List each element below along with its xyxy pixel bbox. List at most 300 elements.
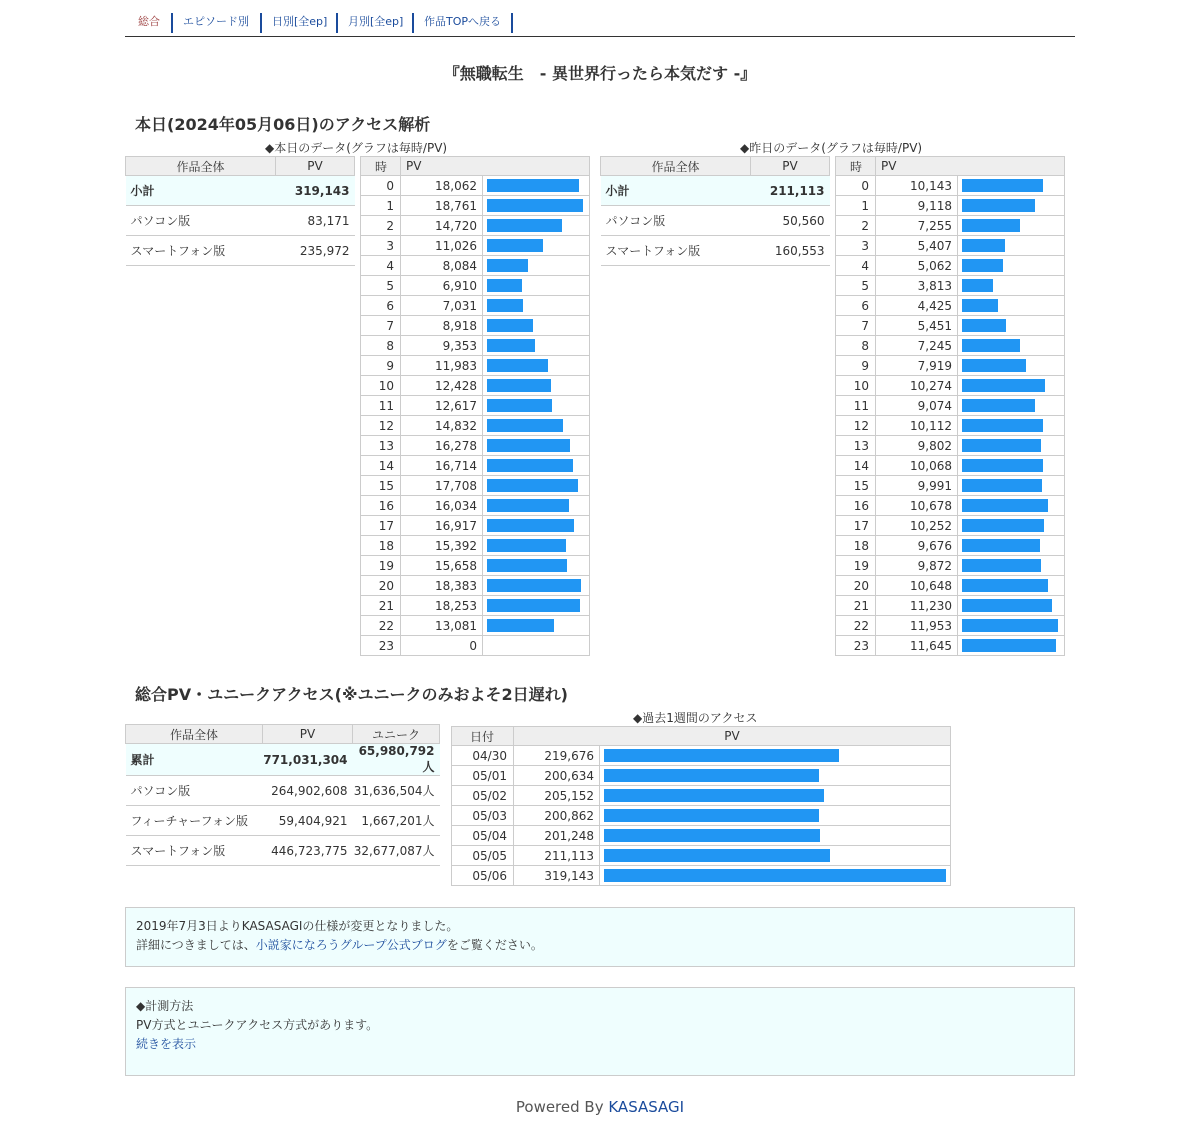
hour-cell: 23 — [361, 636, 401, 656]
bar-cell — [483, 256, 590, 276]
hour-cell: 7 — [361, 316, 401, 336]
hourly-row — [836, 496, 1065, 516]
week-row — [452, 786, 951, 806]
pv-bar — [962, 519, 1044, 532]
pv-cell: 219,676 — [514, 746, 600, 766]
hourly-row — [836, 616, 1065, 636]
hour-cell: 12 — [836, 416, 876, 436]
row-pv: 264,902,608 — [263, 776, 353, 806]
hourly-row — [361, 636, 590, 656]
hour-cell: 15 — [361, 476, 401, 496]
bar-cell — [483, 376, 590, 396]
pv-cell: 18,253 — [401, 596, 483, 616]
pv-cell: 9,074 — [876, 396, 958, 416]
bar-cell — [958, 456, 1065, 476]
summary-header-label: 作品全体 — [601, 157, 751, 176]
pv-cell: 10,274 — [876, 376, 958, 396]
pv-cell: 10,648 — [876, 576, 958, 596]
row-label: パソコン版 — [126, 776, 263, 806]
total-heading: 総合PV・ユニークアクセス(※ユニークのみおよそ2日遅れ) — [135, 685, 568, 704]
pv-bar — [962, 319, 1006, 332]
pv-bar — [487, 379, 551, 392]
row-label: 累計 — [126, 744, 263, 776]
pv-cell: 11,983 — [401, 356, 483, 376]
hourly-row — [361, 596, 590, 616]
bar-cell — [483, 236, 590, 256]
bar-cell — [958, 356, 1065, 376]
pv-cell: 10,112 — [876, 416, 958, 436]
hourly-row — [361, 176, 590, 196]
hourly-row — [361, 516, 590, 536]
nav-episode-link[interactable]: エピソード別 — [171, 13, 249, 33]
pv-cell: 6,910 — [401, 276, 483, 296]
pv-cell: 15,658 — [401, 556, 483, 576]
pv-cell: 18,761 — [401, 196, 483, 216]
row-pv: 446,723,775 — [263, 836, 353, 866]
hour-cell: 17 — [836, 516, 876, 536]
pv-bar — [962, 459, 1043, 472]
yesterday-summary-table — [600, 156, 830, 266]
pv-bar — [487, 339, 535, 352]
nav-bar — [125, 10, 1075, 37]
pv-cell: 13,081 — [401, 616, 483, 636]
hourly-row — [836, 276, 1065, 296]
bar-cell — [483, 436, 590, 456]
pv-bar — [487, 559, 567, 572]
hour-cell: 22 — [836, 616, 876, 636]
hour-cell: 2 — [361, 216, 401, 236]
date-cell: 05/01 — [452, 766, 514, 786]
hourly-row — [836, 176, 1065, 196]
hourly-row — [361, 456, 590, 476]
row-value: 50,560 — [751, 206, 830, 236]
bar-cell — [483, 636, 590, 656]
pv-cell: 201,248 — [514, 826, 600, 846]
hourly-row — [361, 216, 590, 236]
hourly-header-pv: PV — [876, 157, 1065, 176]
bar-cell — [483, 556, 590, 576]
pv-bar — [487, 199, 583, 212]
pv-cell: 10,068 — [876, 456, 958, 476]
bar-cell — [958, 516, 1065, 536]
total-table — [125, 724, 440, 866]
hourly-row — [836, 556, 1065, 576]
method-title: ◆計測方法 — [136, 999, 194, 1013]
hour-cell: 14 — [836, 456, 876, 476]
date-cell: 05/04 — [452, 826, 514, 846]
total-header-unique: ユニーク — [353, 725, 440, 744]
hour-cell: 23 — [836, 636, 876, 656]
pv-bar — [604, 869, 946, 882]
pv-bar — [487, 319, 533, 332]
hourly-row — [836, 396, 1065, 416]
bar-cell — [483, 396, 590, 416]
bar-cell — [483, 496, 590, 516]
date-cell: 05/03 — [452, 806, 514, 826]
pv-cell: 5,451 — [876, 316, 958, 336]
blog-link[interactable]: 小説家になろうグループ公式ブログ — [255, 938, 447, 952]
pv-bar — [487, 479, 578, 492]
pv-cell: 7,255 — [876, 216, 958, 236]
table-row — [601, 176, 830, 206]
hourly-row — [361, 616, 590, 636]
hourly-row — [361, 436, 590, 456]
bar-cell — [958, 436, 1065, 456]
bar-cell — [958, 296, 1065, 316]
pv-cell: 7,031 — [401, 296, 483, 316]
bar-cell — [483, 516, 590, 536]
bar-cell — [958, 596, 1065, 616]
row-pv: 59,404,921 — [263, 806, 353, 836]
bar-cell — [958, 316, 1065, 336]
pv-cell: 11,230 — [876, 596, 958, 616]
today-hourly-table — [360, 156, 590, 656]
row-unique: 31,636,504人 — [353, 776, 440, 806]
pv-cell: 9,872 — [876, 556, 958, 576]
pv-bar — [487, 219, 562, 232]
pv-bar — [962, 579, 1048, 592]
bar-cell — [958, 636, 1065, 656]
bar-cell — [600, 746, 951, 766]
pv-bar — [962, 539, 1040, 552]
bar-cell — [958, 616, 1065, 636]
pv-cell: 10,143 — [876, 176, 958, 196]
pv-cell: 9,991 — [876, 476, 958, 496]
table-row — [126, 744, 440, 776]
row-label: フィーチャーフォン版 — [126, 806, 263, 836]
week-table — [451, 726, 951, 886]
notice-text: をご覧ください。 — [446, 938, 543, 952]
row-label: スマートフォン版 — [126, 836, 263, 866]
hour-cell: 1 — [836, 196, 876, 216]
pv-bar — [962, 559, 1041, 572]
hourly-row — [836, 256, 1065, 276]
row-label: スマートフォン版 — [126, 236, 276, 266]
table-row — [126, 236, 355, 266]
week-row — [452, 806, 951, 826]
pv-bar — [962, 199, 1035, 212]
hour-cell: 22 — [361, 616, 401, 636]
hour-cell: 13 — [361, 436, 401, 456]
pv-cell: 0 — [401, 636, 483, 656]
bar-cell — [483, 276, 590, 296]
bar-cell — [483, 416, 590, 436]
hourly-row — [836, 516, 1065, 536]
hourly-row — [361, 196, 590, 216]
notice-line2 — [136, 936, 1064, 955]
hour-cell: 5 — [836, 276, 876, 296]
hour-cell: 1 — [361, 196, 401, 216]
pv-cell: 5,062 — [876, 256, 958, 276]
week-row — [452, 866, 951, 886]
bar-cell — [600, 786, 951, 806]
pv-cell: 9,353 — [401, 336, 483, 356]
hour-cell: 13 — [836, 436, 876, 456]
bar-cell — [600, 806, 951, 826]
hourly-row — [361, 396, 590, 416]
hour-cell: 4 — [361, 256, 401, 276]
pv-bar — [962, 439, 1041, 452]
yesterday-caption: ◆昨日のデータ(グラフは毎時/PV) — [740, 141, 923, 155]
pv-cell: 7,919 — [876, 356, 958, 376]
hourly-row — [836, 416, 1065, 436]
nav-summary-link[interactable]: 総合 — [138, 15, 160, 28]
pv-bar — [604, 749, 839, 762]
pv-bar — [962, 299, 998, 312]
bar-cell — [600, 866, 951, 886]
bar-cell — [483, 456, 590, 476]
pv-cell: 11,645 — [876, 636, 958, 656]
hour-cell: 15 — [836, 476, 876, 496]
hourly-header-pv: PV — [401, 157, 590, 176]
pv-cell: 16,714 — [401, 456, 483, 476]
pv-bar — [487, 299, 523, 312]
pv-bar — [487, 499, 569, 512]
hourly-row — [836, 476, 1065, 496]
hourly-row — [836, 376, 1065, 396]
hourly-row — [836, 336, 1065, 356]
pv-cell: 4,425 — [876, 296, 958, 316]
total-header-label: 作品全体 — [126, 725, 263, 744]
hour-cell: 17 — [361, 516, 401, 536]
pv-cell: 8,918 — [401, 316, 483, 336]
row-unique: 32,677,087人 — [353, 836, 440, 866]
hourly-row — [836, 316, 1065, 336]
pv-bar — [487, 459, 573, 472]
row-value: 83,171 — [276, 206, 355, 236]
pv-cell: 18,062 — [401, 176, 483, 196]
bar-cell — [483, 576, 590, 596]
pv-bar — [604, 829, 820, 842]
pv-bar — [487, 539, 566, 552]
pv-bar — [962, 639, 1056, 652]
bar-cell — [483, 476, 590, 496]
week-header-pv: PV — [514, 727, 951, 746]
pv-bar — [962, 419, 1043, 432]
hour-cell: 5 — [361, 276, 401, 296]
pv-cell: 16,034 — [401, 496, 483, 516]
pv-bar — [487, 599, 580, 612]
notice-line1: 2019年7月3日よりKASASAGIの仕様が変更となりました。 — [136, 919, 459, 933]
nav-divider — [511, 13, 513, 33]
hourly-row — [836, 436, 1065, 456]
pv-bar — [487, 419, 563, 432]
bar-cell — [600, 766, 951, 786]
pv-bar — [962, 399, 1035, 412]
bar-cell — [483, 316, 590, 336]
bar-cell — [483, 616, 590, 636]
hourly-header-hour: 時 — [361, 157, 401, 176]
table-row — [126, 776, 440, 806]
hour-cell: 20 — [836, 576, 876, 596]
hour-cell: 14 — [361, 456, 401, 476]
summary-header-label: 作品全体 — [126, 157, 276, 176]
hour-cell: 21 — [836, 596, 876, 616]
pv-bar — [962, 619, 1058, 632]
today-heading: 本日(2024年05月06日)のアクセス解析 — [135, 115, 431, 134]
summary-header-pv: PV — [751, 157, 830, 176]
hourly-row — [361, 476, 590, 496]
table-row — [126, 206, 355, 236]
method-box — [125, 987, 1075, 1076]
hourly-row — [836, 536, 1065, 556]
hourly-row — [361, 336, 590, 356]
week-row — [452, 846, 951, 866]
bar-cell — [958, 556, 1065, 576]
row-value: 211,113 — [751, 176, 830, 206]
kasasagi-link[interactable]: KASASAGI — [608, 1098, 685, 1116]
row-unique: 1,667,201人 — [353, 806, 440, 836]
bar-cell — [483, 536, 590, 556]
hour-cell: 6 — [836, 296, 876, 316]
pv-cell: 211,113 — [514, 846, 600, 866]
pv-bar — [962, 239, 1005, 252]
pv-bar — [962, 499, 1048, 512]
pv-cell: 9,118 — [876, 196, 958, 216]
pv-cell: 200,634 — [514, 766, 600, 786]
hourly-row — [361, 536, 590, 556]
pv-bar — [487, 399, 552, 412]
date-cell: 05/05 — [452, 846, 514, 866]
hour-cell: 12 — [361, 416, 401, 436]
hour-cell: 18 — [836, 536, 876, 556]
date-cell: 05/02 — [452, 786, 514, 806]
hour-cell: 11 — [836, 396, 876, 416]
bar-cell — [483, 596, 590, 616]
row-label: 小計 — [126, 176, 276, 206]
summary-header-pv: PV — [276, 157, 355, 176]
hour-cell: 0 — [836, 176, 876, 196]
date-cell: 04/30 — [452, 746, 514, 766]
hourly-row — [836, 456, 1065, 476]
pv-bar — [487, 179, 579, 192]
bar-cell — [958, 336, 1065, 356]
week-header-date: 日付 — [452, 727, 514, 746]
hour-cell: 4 — [836, 256, 876, 276]
pv-bar — [487, 279, 522, 292]
pv-cell: 200,862 — [514, 806, 600, 826]
hour-cell: 16 — [361, 496, 401, 516]
hourly-row — [361, 416, 590, 436]
pv-bar — [487, 619, 554, 632]
hourly-row — [361, 556, 590, 576]
hour-cell: 0 — [361, 176, 401, 196]
hour-cell: 8 — [361, 336, 401, 356]
row-label: スマートフォン版 — [601, 236, 751, 266]
hourly-header-hour: 時 — [836, 157, 876, 176]
row-label: 小計 — [601, 176, 751, 206]
pv-bar — [487, 359, 548, 372]
date-cell: 05/06 — [452, 866, 514, 886]
method-text: PV方式とユニークアクセス方式があります。 — [136, 1018, 379, 1032]
week-caption: ◆過去1週間のアクセス — [633, 711, 758, 725]
pv-cell: 9,802 — [876, 436, 958, 456]
bar-cell — [958, 376, 1065, 396]
hourly-row — [361, 276, 590, 296]
notice-box — [125, 907, 1075, 967]
pv-cell: 16,917 — [401, 516, 483, 536]
pv-bar — [604, 849, 830, 862]
bar-cell — [958, 216, 1065, 236]
hour-cell: 21 — [361, 596, 401, 616]
hour-cell: 11 — [361, 396, 401, 416]
hourly-row — [361, 496, 590, 516]
bar-cell — [600, 826, 951, 846]
nav-top-link[interactable]: 作品TOPへ戻る — [412, 13, 501, 33]
nav-monthly-link[interactable]: 月別[全ep] — [336, 13, 403, 33]
hourly-row — [836, 296, 1065, 316]
pv-bar — [962, 219, 1020, 232]
table-row — [126, 836, 440, 866]
yesterday-hourly-table — [835, 156, 1065, 656]
total-header-pv: PV — [263, 725, 353, 744]
hourly-row — [361, 576, 590, 596]
bar-cell — [958, 416, 1065, 436]
bar-cell — [958, 396, 1065, 416]
bar-cell — [483, 336, 590, 356]
row-value: 235,972 — [276, 236, 355, 266]
pv-bar — [604, 789, 824, 802]
pv-cell: 12,428 — [401, 376, 483, 396]
hourly-row — [361, 236, 590, 256]
bar-cell — [483, 356, 590, 376]
today-caption: ◆本日のデータ(グラフは毎時/PV) — [265, 141, 448, 155]
hourly-row — [361, 356, 590, 376]
nav-daily-link[interactable]: 日別[全ep] — [260, 13, 327, 33]
hour-cell: 9 — [361, 356, 401, 376]
hour-cell: 6 — [361, 296, 401, 316]
bar-cell — [483, 196, 590, 216]
footer — [0, 1098, 1200, 1116]
row-value: 319,143 — [276, 176, 355, 206]
pv-cell: 18,383 — [401, 576, 483, 596]
table-row — [126, 176, 355, 206]
pv-cell: 14,720 — [401, 216, 483, 236]
row-value: 160,553 — [751, 236, 830, 266]
row-label: パソコン版 — [601, 206, 751, 236]
row-pv: 771,031,304 — [263, 744, 353, 776]
footer-text: Powered By — [515, 1098, 609, 1116]
bar-cell — [958, 236, 1065, 256]
pv-bar — [962, 359, 1026, 372]
bar-cell — [958, 196, 1065, 216]
week-row — [452, 766, 951, 786]
hour-cell: 2 — [836, 216, 876, 236]
hour-cell: 20 — [361, 576, 401, 596]
pv-cell: 11,953 — [876, 616, 958, 636]
pv-bar — [487, 579, 581, 592]
pv-bar — [962, 479, 1042, 492]
week-row — [452, 746, 951, 766]
pv-bar — [604, 769, 819, 782]
pv-bar — [962, 179, 1043, 192]
today-summary-table — [125, 156, 355, 266]
hour-cell: 8 — [836, 336, 876, 356]
pv-bar — [604, 809, 819, 822]
table-row — [126, 806, 440, 836]
pv-bar — [487, 439, 570, 452]
bar-cell — [958, 256, 1065, 276]
hourly-row — [361, 296, 590, 316]
week-row — [452, 826, 951, 846]
pv-bar — [487, 239, 543, 252]
pv-cell: 205,152 — [514, 786, 600, 806]
hour-cell: 19 — [361, 556, 401, 576]
pv-cell: 10,252 — [876, 516, 958, 536]
pv-cell: 14,832 — [401, 416, 483, 436]
pv-bar — [962, 259, 1003, 272]
show-more-link[interactable]: 続きを表示 — [136, 1037, 197, 1051]
